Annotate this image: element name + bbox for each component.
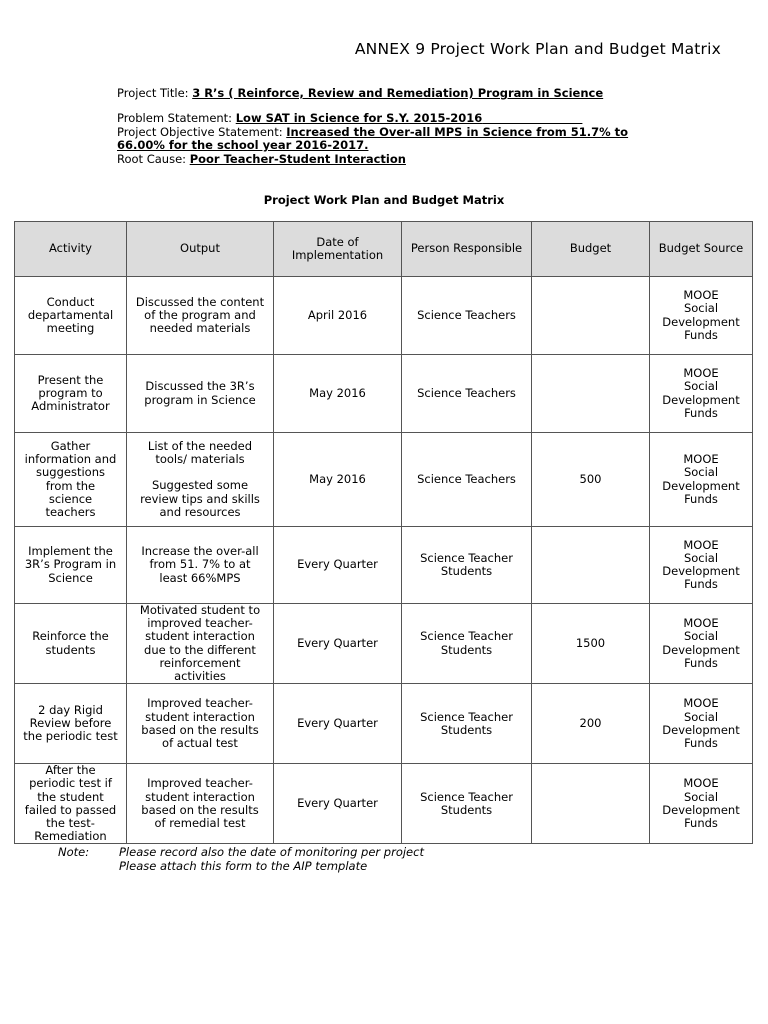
activity-cell-line: Reinforce the [32,629,109,644]
activity-cell-line: 3R’s Program in [24,557,117,572]
budget-source-cell-line: Development [662,802,740,817]
budget-source-cell-line: Social [683,789,719,804]
activity-cell-line: Implement the [28,544,113,559]
problem-statement-blank [482,111,582,125]
budget-source-cell [650,277,753,355]
work-plan-table [14,221,753,844]
output-cell-line: activities [174,669,226,684]
problem-statement-label: Problem Statement: [117,111,236,125]
budget-source-cell-line: Funds [684,735,718,750]
person-cell-line: Science Teachers [417,307,516,322]
budget-source-cell-line: Social [683,709,719,724]
budget-cell [532,527,650,604]
output-cell [127,355,274,433]
output-cell-line: of remedial test [154,816,246,831]
header-budget-source: Budget Source [650,222,753,277]
annex-title: ANNEX 9 Project Work Plan and Budget Matrix [354,40,721,58]
budget-source-cell [650,604,753,684]
output-cell-line: based on the results [141,802,259,817]
activity-cell-line: After the [45,763,96,778]
date-cell: Every Quarter [274,684,402,764]
output-cell-line: Motivated student to [139,603,261,617]
budget-source-cell-line: MOOE [683,366,719,381]
note-line-2: Please attach this form to the AIP template [119,858,368,873]
person-cell [402,684,532,764]
output-cell-line: student interaction [145,629,255,644]
header-budget: Budget [532,222,650,277]
output-cell-line: needed materials [149,321,251,336]
objective-statement-line-2 [117,139,737,153]
output-cell-line: reinforcement [159,655,241,670]
output-cell-line: due to the different [144,642,256,657]
activity-cell-line: Review before [29,716,112,731]
note-row-2 [58,860,424,874]
output-cell-line: of actual test [162,735,238,750]
activity-cell-line: departamental [27,307,114,322]
budget-source-cell-line: Social [683,465,719,480]
header-output: Output [127,222,274,277]
budget-source-cell-line: MOOE [683,776,719,791]
activity-cell-line: program to [38,385,103,400]
root-cause-label: Root Cause: [117,151,190,166]
budget-source-cell-line: Funds [684,327,718,342]
budget-source-cell-line: MOOE [683,288,719,303]
person-cell [402,355,532,433]
header-date: Date of Implementation [274,222,402,277]
person-cell-line: Science Teacher [420,709,513,724]
problem-objective-block [117,112,737,166]
activity-cell [15,604,127,684]
activity-cell [15,764,127,844]
budget-source-cell-line: Funds [684,816,718,831]
budget-source-cell-line: Development [662,314,740,329]
date-cell: May 2016 [274,433,402,527]
activity-cell-line: from the [45,478,96,493]
person-cell [402,764,532,844]
activity-cell-line: students [45,642,96,657]
budget-cell: 1500 [532,604,650,684]
person-cell-line: Students [440,642,493,657]
budget-cell: 500 [532,433,650,527]
budget-cell [532,277,650,355]
activity-cell-line: Present the [37,372,104,387]
output-cell-line: Improved teacher- [147,696,253,711]
person-cell [402,527,532,604]
activity-cell-line: the student [37,789,104,804]
person-cell-line: Students [440,564,493,578]
output-cell [127,527,274,604]
budget-source-cell-line: Social [683,629,719,644]
activity-cell-line: 2 day Rigid [38,702,103,717]
output-cell [127,764,274,844]
person-cell-line: Students [440,722,493,737]
date-cell: Every Quarter [274,764,402,844]
project-title-value: 3 R’s ( Reinforce, Review and Remediation) Program in Science [192,86,604,100]
activity-cell-line: information and [24,452,117,467]
output-cell-line: improved teacher- [147,616,253,631]
output-cell [127,277,274,355]
header-activity: Activity [15,222,127,277]
output-cell-line: Discussed the content [135,294,265,309]
person-cell-line: Science Teacher [420,550,513,565]
activity-cell [15,355,127,433]
output-cell-line: List of the needed [147,438,253,453]
date-cell: April 2016 [274,277,402,355]
output-cell-line: based on the results [141,722,259,737]
date-cell: Every Quarter [274,604,402,684]
output-cell-line: Suggested some [151,478,249,493]
output-cell-line: least 66%MPS [159,570,241,585]
output-cell [127,433,274,527]
activity-cell-line: science [48,491,93,506]
date-cell: Every Quarter [274,527,402,604]
problem-statement-value: Low SAT in Science for S.Y. 2015-2016 [235,111,483,125]
activity-cell-line: Gather [50,438,91,453]
budget-source-cell-line: MOOE [683,452,719,467]
output-cell-line: Improved teacher- [147,776,253,791]
budget-source-cell-line: Social [683,550,719,565]
budget-source-cell [650,764,753,844]
output-cell-line: student interaction [145,709,255,724]
objective-statement-value-1: Increased the Over-all MPS in Science from 51.7% to [286,124,629,139]
header-person: Person Responsible [402,222,532,277]
budget-cell: 200 [532,684,650,764]
table-row [15,355,753,433]
note-row-1 [58,846,424,860]
date-cell: May 2016 [274,355,402,433]
person-cell-line: Science Teachers [417,385,516,400]
objective-statement-value-2: 66.00% for the school year 2016-2017. [117,138,369,152]
activity-cell-line: the periodic test [23,729,118,744]
activity-cell [15,527,127,604]
person-cell-line: Science Teacher [420,629,513,644]
budget-source-cell-line: Development [662,392,740,407]
project-title-label: Project Title: [117,86,193,100]
budget-source-cell-line: Social [683,379,719,394]
person-cell-line: Students [440,802,493,817]
note-line-1: Please record also the date of monitoring per project [119,845,424,859]
output-cell-line: review tips and skills [140,491,260,506]
budget-source-cell-line: Development [662,564,740,578]
notes-block [58,846,424,873]
table-row [15,433,753,527]
budget-source-cell [650,355,753,433]
output-cell-line: of the program and [144,307,256,322]
activity-cell-line: Remediation [34,829,107,844]
budget-source-cell-line: MOOE [683,537,719,552]
budget-source-cell-line: Development [662,478,740,493]
activity-cell-line: Conduct [46,294,95,309]
table-row [15,277,753,355]
output-cell [127,604,274,684]
person-cell [402,277,532,355]
budget-source-cell-line: Funds [684,491,718,506]
budget-source-cell [650,527,753,604]
person-cell-line: Science Teachers [417,471,516,486]
project-title-line [117,87,737,101]
budget-source-cell-line: MOOE [683,696,719,711]
activity-cell-line: failed to passed [24,802,117,817]
note-label: Note: [58,845,90,859]
output-cell-line: Discussed the 3R’s [145,379,255,394]
budget-source-cell-line: Funds [684,577,718,592]
activity-cell [15,684,127,764]
activity-cell-line: suggestions [36,465,105,480]
activity-cell-line: meeting [46,321,95,336]
table-header-row [15,222,753,277]
table-row [15,684,753,764]
budget-source-cell-line: Funds [684,405,718,420]
output-cell-line: program in Science [144,392,256,407]
budget-cell [532,764,650,844]
budget-source-cell-line: MOOE [683,616,719,631]
root-cause-line [117,153,737,167]
output-cell-line: Increase the over-all [141,544,259,559]
output-cell-line: and resources [159,504,241,519]
budget-cell [532,355,650,433]
budget-source-cell-line: Development [662,722,740,737]
problem-statement-line [117,112,737,126]
output-cell-line: from 51. 7% to at [149,557,251,572]
output-cell-line: tools/ materials [155,452,245,467]
activity-cell-line: the test- [46,816,95,831]
table-row [15,527,753,604]
person-cell [402,604,532,684]
activity-cell [15,433,127,527]
root-cause-value: Poor Teacher-Student Interaction [189,151,406,166]
budget-source-cell [650,433,753,527]
budget-source-cell-line: Social [683,301,719,316]
output-cell [127,684,274,764]
activity-cell-line: Administrator [31,399,110,414]
person-cell [402,433,532,527]
table-row [15,604,753,684]
activity-cell-line: teachers [45,504,96,519]
activity-cell-line: Science [48,570,93,585]
table-row [15,764,753,844]
objective-statement-label: Project Objective Statement: [117,124,287,139]
budget-source-cell [650,684,753,764]
person-cell-line: Science Teacher [420,789,513,804]
budget-source-cell-line: Funds [684,655,718,670]
objective-statement-line [117,126,737,140]
budget-source-cell-line: Development [662,642,740,657]
activity-cell [15,277,127,355]
output-cell-line: student interaction [145,789,255,804]
activity-cell-line: periodic test if [29,776,112,791]
matrix-title: Project Work Plan and Budget Matrix [263,193,505,207]
